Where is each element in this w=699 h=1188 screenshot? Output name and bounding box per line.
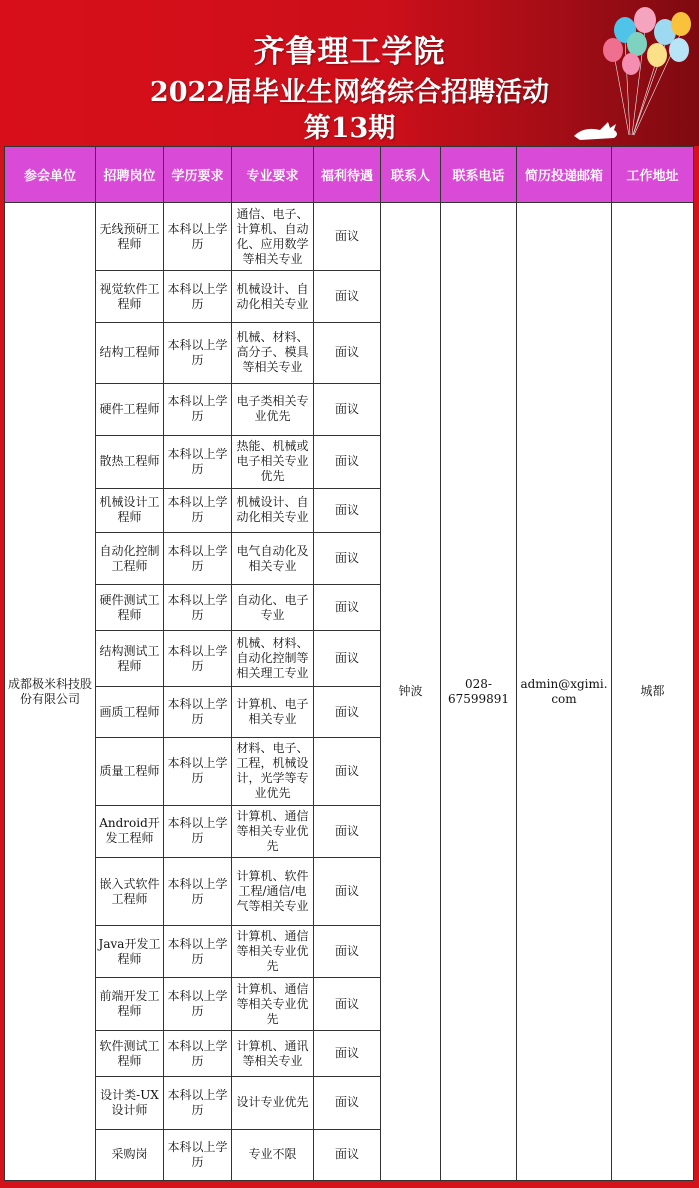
bottom-bar — [0, 1181, 699, 1188]
welfare-cell: 面议 — [314, 926, 381, 978]
welfare-cell: 面议 — [314, 737, 381, 805]
col-company: 参会单位 — [5, 147, 96, 203]
education-cell: 本科以上学历 — [164, 857, 232, 925]
col-education: 学历要求 — [164, 147, 232, 203]
major-cell: 热能、机械或电子相关专业优先 — [232, 435, 314, 488]
position-cell: 软件测试工程师 — [96, 1031, 164, 1076]
position-cell: 机械设计工程师 — [96, 488, 164, 532]
education-cell: 本科以上学历 — [164, 585, 232, 631]
welfare-cell: 面议 — [314, 1031, 381, 1076]
welfare-cell: 面议 — [314, 271, 381, 323]
welfare-cell: 面议 — [314, 1076, 381, 1129]
welfare-cell: 面议 — [314, 532, 381, 584]
education-cell: 本科以上学历 — [164, 631, 232, 687]
major-cell: 计算机、通讯等相关专业 — [232, 1031, 314, 1076]
position-cell: 视觉软件工程师 — [96, 271, 164, 323]
address-cell: 城都 — [612, 203, 694, 1181]
school-title: 齐鲁理工学院 — [253, 34, 446, 70]
position-cell: 结构测试工程师 — [96, 631, 164, 687]
table-row — [5, 203, 694, 271]
welfare-cell: 面议 — [314, 1129, 381, 1180]
welfare-cell: 面议 — [314, 857, 381, 925]
major-cell: 机械设计、自动化相关专业 — [232, 488, 314, 532]
welfare-cell: 面议 — [314, 435, 381, 488]
position-cell: 散热工程师 — [96, 435, 164, 488]
recruitment-table — [4, 146, 694, 1181]
position-cell: 无线预研工程师 — [96, 203, 164, 271]
col-phone: 联系电话 — [441, 147, 517, 203]
position-cell: 硬件测试工程师 — [96, 585, 164, 631]
header-banner — [0, 0, 699, 146]
major-cell: 计算机、电子相关专业 — [232, 687, 314, 737]
col-major: 专业要求 — [232, 147, 314, 203]
major-cell: 计算机、通信等相关专业优先 — [232, 978, 314, 1031]
col-contact: 联系人 — [381, 147, 441, 203]
col-position: 招聘岗位 — [96, 147, 164, 203]
education-cell: 本科以上学历 — [164, 978, 232, 1031]
col-address: 工作地址 — [612, 147, 694, 203]
education-cell: 本科以上学历 — [164, 532, 232, 584]
welfare-cell: 面议 — [314, 585, 381, 631]
major-cell: 机械设计、自动化相关专业 — [232, 271, 314, 323]
position-cell: 质量工程师 — [96, 737, 164, 805]
major-cell: 专业不限 — [232, 1129, 314, 1180]
major-cell: 机械、材料、自动化控制等相关理工专业 — [232, 631, 314, 687]
welfare-cell: 面议 — [314, 978, 381, 1031]
col-email: 简历投递邮箱 — [517, 147, 612, 203]
position-cell: Java开发工程师 — [96, 926, 164, 978]
position-cell: Android开发工程师 — [96, 805, 164, 857]
education-cell: 本科以上学历 — [164, 271, 232, 323]
education-cell: 本科以上学历 — [164, 383, 232, 435]
major-cell: 电气自动化及相关专业 — [232, 532, 314, 584]
position-cell: 自动化控制工程师 — [96, 532, 164, 584]
education-cell: 本科以上学历 — [164, 435, 232, 488]
major-cell: 材料、电子、工程，机械设计，光学等专业优先 — [232, 737, 314, 805]
welfare-cell: 面议 — [314, 805, 381, 857]
welfare-cell: 面议 — [314, 631, 381, 687]
major-cell: 计算机、软件工程/通信/电气等相关专业 — [232, 857, 314, 925]
major-cell: 设计专业优先 — [232, 1076, 314, 1129]
position-cell: 采购岗 — [96, 1129, 164, 1180]
education-cell: 本科以上学历 — [164, 737, 232, 805]
major-cell: 电子类相关专业优先 — [232, 383, 314, 435]
education-cell: 本科以上学历 — [164, 805, 232, 857]
education-cell: 本科以上学历 — [164, 203, 232, 271]
position-cell: 结构工程师 — [96, 323, 164, 383]
welfare-cell: 面议 — [314, 203, 381, 271]
education-cell: 本科以上学历 — [164, 926, 232, 978]
position-cell: 硬件工程师 — [96, 383, 164, 435]
education-cell: 本科以上学历 — [164, 1129, 232, 1180]
major-cell: 机械、材料、高分子、模具等相关专业 — [232, 323, 314, 383]
position-cell: 设计类-UX设计师 — [96, 1076, 164, 1129]
major-cell: 自动化、电子专业 — [232, 585, 314, 631]
major-cell: 计算机、通信等相关专业优先 — [232, 805, 314, 857]
event-title: 2022届毕业生网络综合招聘活动 — [149, 77, 550, 108]
rabbit-icon — [570, 118, 622, 142]
welfare-cell: 面议 — [314, 488, 381, 532]
company-cell: 成都极米科技股份有限公司 — [5, 203, 96, 1181]
issue-title: 第13期 — [303, 113, 396, 144]
education-cell: 本科以上学历 — [164, 1031, 232, 1076]
phone-cell: 028-67599891 — [441, 203, 517, 1181]
position-cell: 画质工程师 — [96, 687, 164, 737]
welfare-cell: 面议 — [314, 687, 381, 737]
position-cell: 嵌入式软件工程师 — [96, 857, 164, 925]
education-cell: 本科以上学历 — [164, 323, 232, 383]
col-welfare: 福利待遇 — [314, 147, 381, 203]
welfare-cell: 面议 — [314, 383, 381, 435]
position-cell: 前端开发工程师 — [96, 978, 164, 1031]
major-cell: 计算机、通信等相关专业优先 — [232, 926, 314, 978]
welfare-cell: 面议 — [314, 323, 381, 383]
table-header-row — [5, 147, 694, 203]
email-cell: admin@xgimi.com — [517, 203, 612, 1181]
education-cell: 本科以上学历 — [164, 1076, 232, 1129]
contact-cell: 钟波 — [381, 203, 441, 1181]
major-cell: 通信、电子、计算机、自动化、应用数学等相关专业 — [232, 203, 314, 271]
education-cell: 本科以上学历 — [164, 488, 232, 532]
education-cell: 本科以上学历 — [164, 687, 232, 737]
